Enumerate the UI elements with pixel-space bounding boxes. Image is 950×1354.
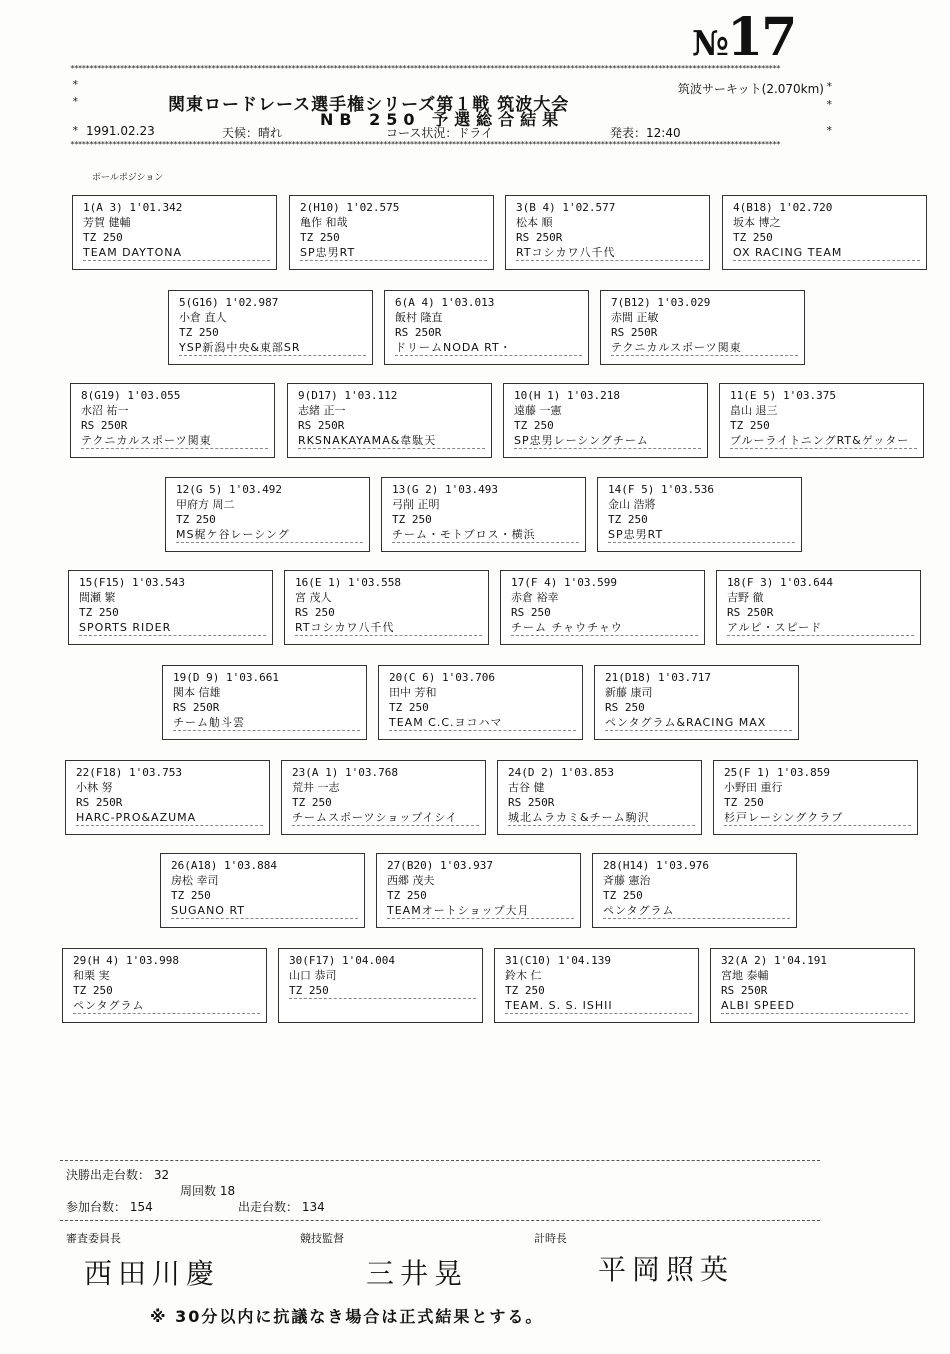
entry-machine: TZ 250 [733, 231, 773, 244]
entry-name: 金山 浩將 [608, 498, 656, 511]
entry-team: RTコシカワ八千代 [516, 245, 703, 261]
grid-entry [503, 383, 708, 458]
timekeeper-signature: 平岡照英 [598, 1253, 735, 1286]
grid-entry [378, 665, 583, 740]
grid-entry [381, 477, 586, 552]
entry-machine: TZ 250 [289, 984, 329, 997]
grid-entry [168, 290, 373, 365]
announce-time: 発表：12:40 [610, 126, 681, 140]
entry-name: 弓削 正明 [392, 498, 440, 511]
entry-team: TEAM. S. S. ISHII [505, 998, 692, 1014]
entry-team: チームスポーツショップイシイ [292, 810, 479, 826]
race-date: 1991.02.23 [86, 124, 155, 138]
entry-head: 20(C 6) 1'03.706 [389, 671, 495, 684]
entry-team: 城北ムラカミ&チーム駒沢 [508, 810, 695, 826]
entry-head: 10(H 1) 1'03.218 [514, 389, 620, 402]
entry-head: 17(F 4) 1'03.599 [511, 576, 617, 589]
entry-machine: RS 250 [605, 701, 645, 714]
entry-team: HARC-PRO&AZUMA [76, 810, 263, 826]
entry-team: SPORTS RIDER [79, 620, 266, 636]
entry-team: ペンタグラム [603, 903, 790, 919]
entry-team: MS梶ケ谷レーシング [176, 527, 363, 543]
side-star: * [72, 124, 79, 137]
grid-entry [281, 760, 486, 835]
entry-team: 杉戸レーシングクラブ [724, 810, 911, 826]
director-label: 競技監督 [300, 1232, 344, 1245]
entry-head: 8(G19) 1'03.055 [81, 389, 181, 402]
grid-entry [70, 383, 275, 458]
entry-machine: TZ 250 [73, 984, 113, 997]
entry-name: 畠山 退三 [730, 404, 778, 417]
director-signature: 三井晃 [366, 1257, 469, 1290]
entry-team: チーム・モトブロス・横浜 [392, 527, 579, 543]
divider [60, 1220, 820, 1221]
entry-machine: TZ 250 [171, 889, 211, 902]
entry-name: 飯村 隆直 [395, 311, 443, 324]
protest-note: ※ 30分以内に抗議なき場合は正式結果とする。 [150, 1307, 544, 1326]
entry-name: 和栗 実 [73, 969, 110, 982]
entry-name: 斉藤 憲治 [603, 874, 651, 887]
grid-entry [165, 477, 370, 552]
entry-machine: TZ 250 [608, 513, 648, 526]
entry-head: 3(B 4) 1'02.577 [516, 201, 616, 214]
entry-machine: TZ 250 [387, 889, 427, 902]
entry-team: テクニカルスポーツ関東 [81, 433, 268, 449]
grid-entry [597, 477, 802, 552]
entry-name: 小林 努 [76, 781, 113, 794]
entry-machine: TZ 250 [292, 796, 332, 809]
entry-machine: TZ 250 [724, 796, 764, 809]
entry-head: 6(A 4) 1'03.013 [395, 296, 495, 309]
entry-name: 関本 信雄 [173, 686, 221, 699]
entry-team: チーム觔斗雲 [173, 715, 360, 731]
entry-team: RTコシカワ八千代 [295, 620, 482, 636]
grid-entry [592, 853, 797, 928]
side-star: * [826, 80, 833, 93]
entry-team: SP忠男レーシングチーム [514, 433, 701, 449]
entry-head: 27(B20) 1'03.937 [387, 859, 493, 872]
grid-entry [713, 760, 918, 835]
entry-name: 赤倉 裕幸 [511, 591, 559, 604]
entry-head: 14(F 5) 1'03.536 [608, 483, 714, 496]
timekeeper-label: 計時長 [534, 1232, 567, 1245]
grid-entry [497, 760, 702, 835]
entry-team: SP忠男RT [608, 527, 795, 543]
entry-name: 吉野 徹 [727, 591, 764, 604]
entry-name: 小倉 直人 [179, 311, 227, 324]
grid-entry [68, 570, 273, 645]
entry-head: 12(G 5) 1'03.492 [176, 483, 282, 496]
side-star: * [72, 78, 79, 91]
entry-name: 西郷 茂夫 [387, 874, 435, 887]
entry-head: 18(F 3) 1'03.644 [727, 576, 833, 589]
entry-machine: TZ 250 [730, 419, 770, 432]
entry-head: 19(D 9) 1'03.661 [173, 671, 279, 684]
entry-name: 荒井 一志 [292, 781, 340, 794]
grid-entry [162, 665, 367, 740]
page-subtitle: NB 250 予選総合結果 [320, 110, 565, 129]
circuit-name: 筑波サーキット(2.070km) [677, 82, 824, 96]
entry-head: 9(D17) 1'03.112 [298, 389, 398, 402]
entry-team: SP忠男RT [300, 245, 487, 261]
entry-team: TEAM C.C.ヨコハマ [389, 715, 576, 731]
grid-entry [494, 948, 699, 1023]
side-star: * [72, 95, 79, 108]
entry-team: テクニカルスポーツ関東 [611, 340, 798, 356]
entry-head: 25(F 1) 1'03.859 [724, 766, 830, 779]
entry-name: 山口 恭司 [289, 969, 337, 982]
entry-team: ペンタグラム [73, 998, 260, 1014]
entry-machine: RS 250R [76, 796, 123, 809]
grid-entry [722, 195, 927, 270]
entry-team: TEAM DAYTONA [83, 245, 270, 261]
grid-entry [160, 853, 365, 928]
entry-team: TEAMオートショップ大月 [387, 903, 574, 919]
entry-machine: TZ 250 [176, 513, 216, 526]
entry-team: RKSNAKAYAMA&韋駄天 [298, 433, 485, 449]
grid-entry [594, 665, 799, 740]
entry-machine: RS 250R [721, 984, 768, 997]
entry-name: 芳賀 健輔 [83, 216, 131, 229]
entry-name: 新藤 康司 [605, 686, 653, 699]
entry-machine: TZ 250 [79, 606, 119, 619]
page-title: 関東ロードレース選手権シリーズ第１戦 筑波大会 [168, 95, 570, 115]
pole-position-label: ポールポジション [92, 173, 164, 183]
entry-head: 4(B18) 1'02.720 [733, 201, 833, 214]
entry-team: ペンタグラム&RACING MAX [605, 715, 792, 731]
entry-name: 小野田 重行 [724, 781, 783, 794]
entry-head: 23(A 1) 1'03.768 [292, 766, 398, 779]
entry-head: 26(A18) 1'03.884 [171, 859, 277, 872]
entry-name: 房松 幸司 [171, 874, 219, 887]
entry-machine: TZ 250 [514, 419, 554, 432]
entry-team: YSP新潟中央&東部SR [179, 340, 366, 356]
steward-signature: 西田川慶 [84, 1257, 221, 1290]
entry-head: 16(E 1) 1'03.558 [295, 576, 401, 589]
entry-team [289, 998, 476, 999]
entry-head: 24(D 2) 1'03.853 [508, 766, 614, 779]
grid-entry [500, 570, 705, 645]
entry-machine: RS 250R [298, 419, 345, 432]
steward-label: 審査委員長 [66, 1232, 121, 1245]
entry-name: 松本 順 [516, 216, 553, 229]
entry-name: 宮地 泰輔 [721, 969, 769, 982]
divider [60, 1160, 820, 1161]
entry-machine: RS 250R [508, 796, 555, 809]
entry-name: 坂本 博之 [733, 216, 781, 229]
entry-name: 間瀬 繁 [79, 591, 116, 604]
entry-head: 31(C10) 1'04.139 [505, 954, 611, 967]
entry-machine: RS 250R [611, 326, 658, 339]
entry-head: 30(F17) 1'04.004 [289, 954, 395, 967]
number-prefix: № [692, 24, 727, 64]
entry-machine: TZ 250 [603, 889, 643, 902]
grid-entry [716, 570, 921, 645]
entry-name: 水沼 祐一 [81, 404, 129, 417]
final-starters: 決勝出走台数： 32 [66, 1168, 170, 1182]
entry-machine: RS 250 [511, 606, 551, 619]
entry-team: ブルーライトニングRT&ゲッター [730, 433, 917, 449]
entry-machine: TZ 250 [505, 984, 545, 997]
entry-head: 32(A 2) 1'04.191 [721, 954, 827, 967]
entry-name: 志緒 正一 [298, 404, 346, 417]
grid-entry [719, 383, 924, 458]
entry-head: 29(H 4) 1'03.998 [73, 954, 179, 967]
grid-entry [278, 948, 483, 1023]
weather: 天候：晴れ [222, 126, 283, 140]
grid-entry [284, 570, 489, 645]
entry-name: 古谷 健 [508, 781, 545, 794]
side-star: * [826, 98, 833, 111]
entry-machine: TZ 250 [392, 513, 432, 526]
side-star: * [826, 124, 833, 137]
entry-name: 鈴木 仁 [505, 969, 542, 982]
entry-name: 甲府方 周二 [176, 498, 235, 511]
entry-machine: TZ 250 [179, 326, 219, 339]
entry-name: 亀作 和哉 [300, 216, 348, 229]
entry-team: ALBI SPEED [721, 998, 908, 1014]
star-rule-top: ****************************************************************************************************************************************************************************************** [70, 64, 780, 73]
entry-head: 2(H10) 1'02.575 [300, 201, 400, 214]
grid-entry [376, 853, 581, 928]
entry-head: 22(F18) 1'03.753 [76, 766, 182, 779]
grid-entry [289, 195, 494, 270]
number-value: 17 [726, 7, 796, 68]
entry-machine: TZ 250 [83, 231, 123, 244]
grid-entry [62, 948, 267, 1023]
entry-head: 15(F15) 1'03.543 [79, 576, 185, 589]
entry-team: ドリームNODA RT・ [395, 340, 582, 356]
entry-machine: RS 250R [395, 326, 442, 339]
grid-entry [505, 195, 710, 270]
grid-entry [287, 383, 492, 458]
entry-machine: TZ 250 [300, 231, 340, 244]
entry-head: 5(G16) 1'02.987 [179, 296, 279, 309]
grid-entry [710, 948, 915, 1023]
entry-name: 田中 芳和 [389, 686, 437, 699]
entry-head: 11(E 5) 1'03.375 [730, 389, 836, 402]
entry-machine: RS 250R [516, 231, 563, 244]
grid-entry [65, 760, 270, 835]
entry-machine: RS 250R [81, 419, 128, 432]
entry-name: 宮 茂人 [295, 591, 332, 604]
entry-machine: RS 250 [295, 606, 335, 619]
entry-name: 遠藤 一憲 [514, 404, 562, 417]
entry-machine: TZ 250 [389, 701, 429, 714]
grid-entry [384, 290, 589, 365]
entries: 参加台数： 154 [66, 1200, 153, 1214]
entry-team: アルピ・スピード [727, 620, 914, 636]
entry-name: 赤間 正敏 [611, 311, 659, 324]
qualifiers: 出走台数： 134 [238, 1200, 325, 1214]
entry-machine: RS 250R [727, 606, 774, 619]
entry-head: 21(D18) 1'03.717 [605, 671, 711, 684]
entry-team: チーム チャウチャウ [511, 620, 698, 636]
grid-entry [72, 195, 277, 270]
entry-team: OX RACING TEAM [733, 245, 920, 261]
course-condition: コース状況：ドライ [386, 126, 494, 140]
entry-head: 13(G 2) 1'03.493 [392, 483, 498, 496]
entry-head: 28(H14) 1'03.976 [603, 859, 709, 872]
entry-machine: RS 250R [173, 701, 220, 714]
star-rule-bottom: ****************************************************************************************************************************************************************************************** [70, 140, 780, 149]
laps: 周回数 18 [180, 1184, 236, 1198]
grid-entry [600, 290, 805, 365]
entry-team: SUGANO RT [171, 903, 358, 919]
entry-head: 7(B12) 1'03.029 [611, 296, 711, 309]
entry-head: 1(A 3) 1'01.342 [83, 201, 183, 214]
